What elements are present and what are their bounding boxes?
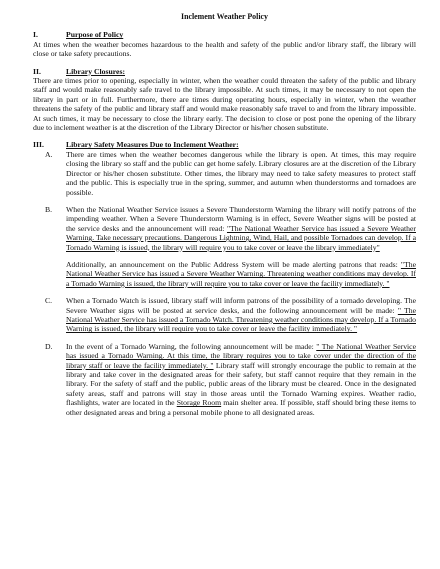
announcement-quote: " The National Weather Service has issued a Tornado Watch. Threatening weather conditions may develop. If a Tornado Warning is issued, the library will require you to take cover or leave the facility immediately. " [66,305,416,334]
item-label: C. [45,296,53,306]
announcement-quote: " The National Weather Service has issued a Tornado Warning. At this time, the library requires you to take cover under the direction of the library staff or leave the facility immediately. " [66,341,417,370]
list-item-c [33,296,416,334]
section-1-body: At times when the weather becomes hazardous to the health and safety of the public and/or library staff, the library will close or take safety precautions. [33,39,416,59]
item-paragraph [66,342,416,417]
item-label: B. [45,204,53,214]
section-2-heading [33,67,416,76]
paragraph-text: main shelter area. If possible, staff should bring these items to other designated areas and bring a personal mobile phone to all designated areas. [66,398,416,417]
item-text [66,205,416,288]
item-label: D. [45,341,53,351]
paragraph-text: When a Tornado Watch is issued, library staff will inform patrons of the possibility of a tornado developing. The Severe Weather signs will be posted at service desks, and the following announcement will be made: [66,296,416,315]
item-paragraph [66,205,416,252]
announcement-quote: "The National Weather Service has issued a Severe Weather Warning. Take necessary precautions. Dangerous Lightning, Wind, Hail, and possible Tornadoes can develop. If a Tornado Warning is issued, the library will require you to take cover or leave the library immediately" [66,223,416,252]
page-title: Inclement Weather Policy [181,12,268,21]
list-item-d [33,342,416,417]
paragraph-text: In the event of a Tornado Warning, the following announcement will be made: [66,341,314,351]
item-text [66,342,416,417]
list-item-a [33,150,416,197]
item-paragraph [66,296,416,334]
section-title: Purpose of Policy [66,30,124,40]
paragraph-text: Additionally, an announcement on the Public Address System will be made alerting patrons that reads: [66,259,398,269]
section-1-heading [33,30,416,39]
item-text [66,296,416,334]
paragraph-text: When the National Weather Service issues a Severe Thunderstorm Warning the library will notify patrons of the impending weather. When a Severe Thunderstorm Warning is in effect, Severe Weather signs will be posted at the service desks and the announcement will read: [66,204,416,233]
item-label: A. [45,149,53,159]
section-title: Library Closures: [66,66,126,76]
section-number: I. [33,30,38,40]
section-number: II. [33,66,41,76]
list-item-b [33,205,416,288]
item-paragraph [66,260,416,288]
storage-room-label: Storage Room [176,398,222,408]
paragraph-text: Library staff will strongly encourage the public to remain at the library and take cover in the designated areas for their safety, but staff cannot require that they remain in the library. For the safety of staff and the public, public areas of the library must be cleared. Once in the designated safety areas, staff and patrons will stay in those areas until the Tornado Warning expires. Weather radio, flashlights, water are located in the [66,360,416,408]
section-number: III. [33,140,44,150]
item-paragraph: There are times when the weather becomes dangerous while the library is open. At times, this may require closing the library so staff and the public can get home safely. Library closures are at the discretion of the Library Director or his/her chosen substitute. Other times, the library may need to take safety measures to protect staff and the public. This is especially true in the spring, summer, and autumn when thunderstorms and tornadoes are possible. [66,149,416,197]
section-2-body: There are times prior to opening, especially in winter, when the weather could threaten the safety of the public and library staff and would make reasonably safe travel to the library impossible. At such times, it may be necessary to not open the library in part or in full. Furthermore, there are times during operating hours, especially in winter, when the weather threatens the safety of the public and library staff and would make reasonably safe travel to and from the library impossible. At such times, it may be necessary to close the library early. The decision to close or post pone the opening of the library due to inclement weather is at the discretion of the Library Director or his/her chosen substitute. [33,76,416,133]
announcement-quote: "The National Weather Service has issued a Severe Weather Warning. Threatening weather conditions may develop. If a Tornado Warning is issued, the library will require you to take cover or leave the facility immediately. " [66,259,417,288]
section-title: Library Safety Measures Due to Inclement Weather: [66,140,239,150]
section-3-heading [33,140,416,149]
item-text [66,150,416,197]
